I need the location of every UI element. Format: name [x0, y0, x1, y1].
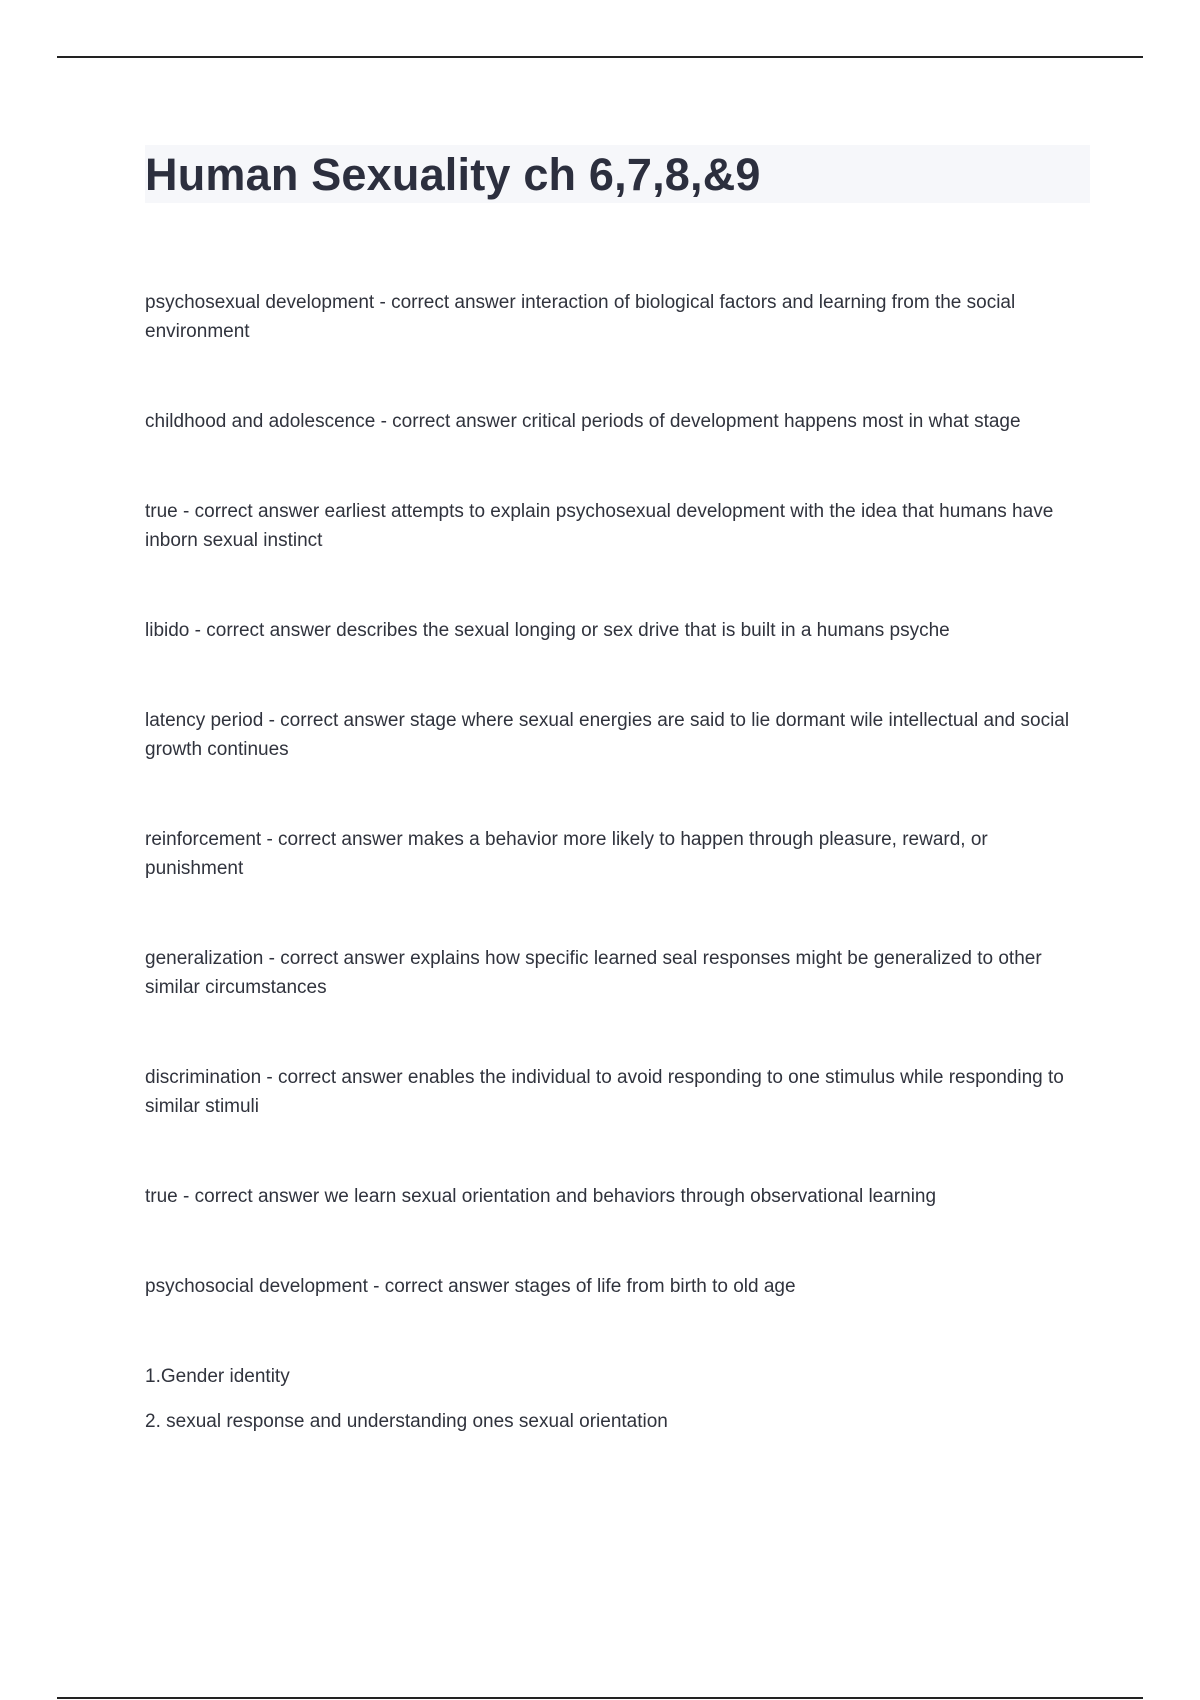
flashcard-entry: childhood and adolescence - correct answer critical periods of development happens most in what stage: [145, 411, 1021, 432]
flashcard-entry: reinforcement - correct answer makes a behavior more likely to happen through pleasure, reward, or punishment: [145, 829, 988, 879]
flashcard-entry: true - correct answer we learn sexual orientation and behaviors through observational learning: [145, 1186, 937, 1207]
stage-note: 1.Gender identity: [145, 1366, 290, 1387]
document-page: [145, 145, 1090, 1452]
flashcard-entry: discrimination - correct answer enables the individual to avoid responding to one stimulus while responding to similar stimuli: [145, 1067, 1064, 1117]
flashcard-entry: psychosocial development - correct answer stages of life from birth to old age: [145, 1276, 796, 1297]
bottom-divider: [57, 1697, 1143, 1699]
stage-note: 2. sexual response and understanding ones sexual orientation: [145, 1411, 668, 1432]
flashcard-list: [145, 288, 1090, 1301]
flashcard-entry: latency period - correct answer stage where sexual energies are said to lie dormant wile intellectual and social growth continues: [145, 710, 1070, 760]
title-banner: [145, 145, 1090, 203]
flashcard-entry: psychosexual development - correct answer interaction of biological factors and learning from the social environment: [145, 292, 1016, 342]
flashcard-entry: generalization - correct answer explains how specific learned seal responses might be generalized to other similar circumstances: [145, 948, 1042, 998]
page-title: Human Sexuality ch 6,7,8,&9: [145, 148, 761, 200]
flashcard-entry: true - correct answer earliest attempts to explain psychosexual development with the idea that humans have inborn sexual instinct: [145, 501, 1054, 551]
top-divider: [57, 56, 1143, 58]
stage-notes-list: [145, 1362, 1090, 1436]
flashcard-entry: libido - correct answer describes the sexual longing or sex drive that is built in a humans psyche: [145, 620, 950, 641]
